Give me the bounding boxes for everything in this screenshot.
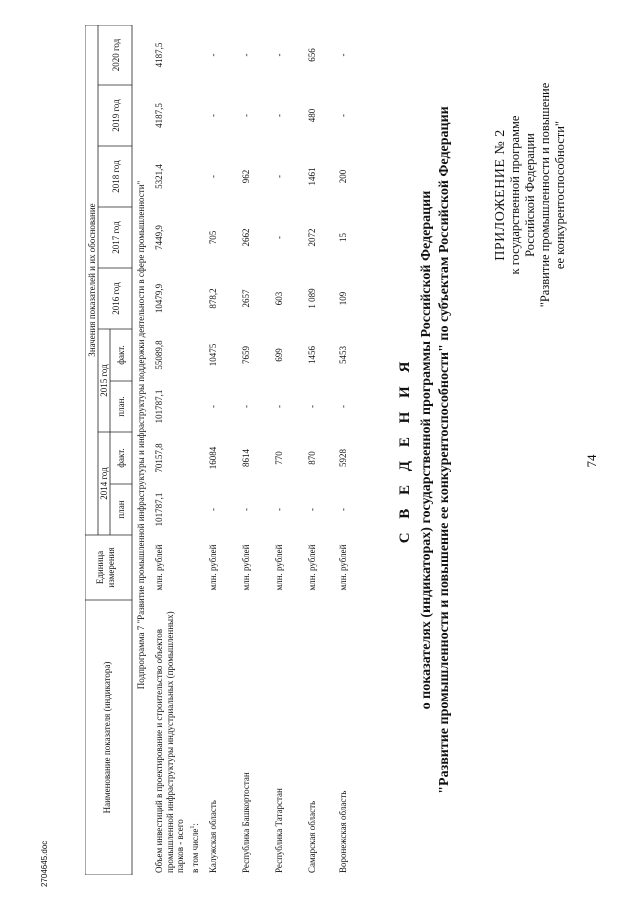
value-cell: -	[338, 53, 348, 57]
value-cell: 878,2	[208, 288, 218, 309]
column-header-2014-plan: план	[116, 500, 126, 519]
value-cell: -	[338, 405, 348, 408]
value-cell: 4187,5	[154, 42, 164, 68]
document-code: 2704645.doc	[40, 840, 49, 887]
row-unit: млн. рублей	[307, 544, 317, 591]
value-cell: -	[208, 53, 218, 57]
row-unit: млн. рублей	[154, 544, 164, 591]
value-cell: 1456	[307, 346, 317, 364]
value-cell: 5928	[338, 449, 348, 467]
value-cell: 1461	[307, 167, 317, 186]
value-cell: -	[338, 508, 348, 511]
row-label: Самарская область	[307, 800, 317, 873]
value-cell: 656	[307, 48, 317, 62]
row-unit: млн. рублей	[241, 544, 251, 591]
heading-line: "Развитие промышленности и повышение ее конкурентоспособности" по субъектам Российской Федерации	[437, 106, 452, 794]
value-cell: 2662	[241, 228, 251, 247]
page-number: 74	[584, 454, 599, 468]
heading-title: С В Е Д Е Н И Я	[397, 356, 413, 544]
column-header-2016: 2016 год	[111, 282, 121, 315]
value-cell: 10479,9	[154, 283, 164, 314]
value-cell: 16084	[208, 446, 218, 470]
value-cell: 55089,8	[154, 340, 164, 370]
document-heading	[396, 25, 454, 875]
value-cell: 70157,8	[154, 443, 164, 473]
value-cell: 7449,9	[154, 225, 164, 250]
value-cell: 2657	[241, 289, 251, 308]
value-cell: 7659	[241, 346, 251, 364]
row-label: Калужская область	[208, 800, 218, 873]
row-label: Республика Башкортостан	[241, 772, 251, 873]
column-header-2015-fact: факт.	[116, 345, 126, 365]
value-cell: 2072	[307, 228, 317, 247]
appendix-line: "Развитие промышленности и повышение	[538, 82, 552, 308]
value-cell: -	[208, 508, 218, 511]
value-cell: -	[208, 405, 218, 408]
value-cell: 10475	[208, 343, 218, 367]
column-header-2015-plan: план.	[116, 396, 126, 417]
appendix-line: Российской Федерации	[523, 133, 537, 257]
value-cell: -	[274, 508, 284, 511]
value-cell: -	[274, 236, 284, 239]
value-cell: -	[274, 405, 284, 408]
column-header-unit: Единица измерения	[95, 547, 116, 588]
value-cell: -	[274, 175, 284, 178]
value-cell: -	[274, 53, 284, 57]
value-cell: 101787,1	[154, 389, 164, 424]
value-cell: -	[241, 53, 251, 57]
value-cell: 8614	[241, 449, 251, 467]
column-header-2015: 2015 год	[99, 364, 109, 397]
appendix-title: ПРИЛОЖЕНИЕ № 2	[493, 129, 508, 261]
value-cell: 4187,5	[154, 103, 164, 128]
value-cell: 1 089	[307, 288, 317, 309]
value-cell: 603	[274, 291, 284, 306]
indicators-table	[85, 25, 362, 875]
value-cell: -	[241, 405, 251, 408]
row-label: Республика Татарстан	[274, 788, 284, 873]
value-cell: 962	[241, 169, 251, 184]
column-header-values: Значения показателей и их обоснование	[87, 203, 97, 357]
value-cell: -	[307, 508, 317, 511]
appendix-block	[493, 25, 568, 365]
value-cell: 480	[307, 108, 317, 123]
subprogram-title: Подпрограмма 7 "Развитие промышленной инфраструктуры и инфраструктуры поддержки деятельности в сфере промышленности"	[136, 180, 146, 690]
value-cell: -	[274, 114, 284, 117]
value-cell: 101787,1	[154, 492, 164, 527]
appendix-line: к государственной программе	[508, 115, 522, 275]
value-cell: 705	[208, 230, 218, 245]
row-label: Воронежская область	[338, 790, 348, 873]
row-unit: млн. рублей	[338, 544, 348, 591]
appendix-line: ее конкурентоспособности"	[553, 120, 567, 270]
value-cell: 15	[338, 233, 348, 242]
column-header-2020: 2020 год	[111, 38, 121, 72]
table-grid	[85, 25, 362, 875]
value-cell: -	[307, 405, 317, 408]
column-header-2017: 2017 год	[111, 221, 121, 254]
row-unit: млн. рублей	[274, 544, 284, 591]
column-header-name: Наименование показателя (индикатора)	[102, 661, 112, 814]
value-cell: 699	[274, 348, 284, 362]
value-cell: 5453	[338, 346, 348, 364]
value-cell: 200	[338, 169, 348, 184]
value-cell: -	[241, 508, 251, 511]
row-unit: млн. рублей	[208, 544, 218, 591]
value-cell: 770	[274, 451, 284, 465]
value-cell: -	[208, 114, 218, 117]
column-header-2014: 2014 год	[99, 467, 109, 500]
column-header-2018: 2018 год	[111, 160, 121, 193]
value-cell: -	[241, 114, 251, 117]
value-cell: -	[208, 175, 218, 178]
heading-line: о показателях (индикаторах) государственной программы Российской Федерации	[419, 190, 434, 710]
value-cell: 109	[338, 291, 348, 306]
value-cell: 5321,4	[154, 164, 164, 189]
row-note: в том числе$^1$:	[190, 823, 200, 873]
column-header-2019: 2019 год	[111, 99, 121, 132]
value-cell: -	[338, 114, 348, 117]
row-label: Объем инвестиций в проектирование и строительство объектов промышленной инфраструктуры индустриальных (промышленных) парков - всего	[154, 611, 185, 873]
column-header-2014-fact: факт.	[116, 448, 126, 468]
value-cell: 870	[307, 451, 317, 465]
